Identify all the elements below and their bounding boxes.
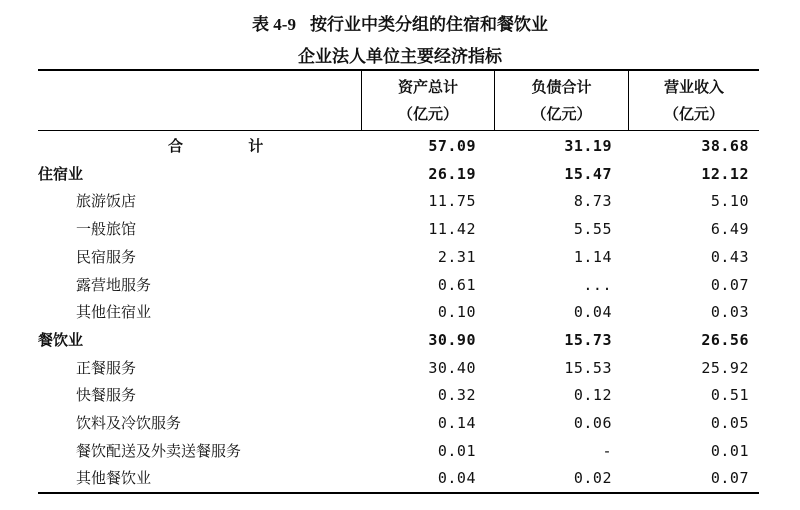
row-label: 露营地服务 bbox=[76, 276, 152, 294]
value-assets: 0.01 bbox=[437, 442, 476, 460]
table-row bbox=[38, 244, 759, 272]
value-assets: 30.40 bbox=[428, 359, 476, 377]
bottom-rule bbox=[38, 492, 759, 494]
row-label: 民宿服务 bbox=[76, 248, 137, 266]
table-row bbox=[38, 465, 759, 493]
row-label: 餐饮业 bbox=[38, 331, 84, 349]
table-row bbox=[38, 299, 759, 327]
value-revenue: 0.05 bbox=[710, 414, 749, 432]
value-revenue: 0.03 bbox=[710, 303, 749, 321]
header-revenue-name: 营业收入 bbox=[663, 78, 724, 96]
header-assets-unit: （亿元） bbox=[397, 105, 458, 123]
header-rule bbox=[38, 130, 759, 131]
header-assets-name: 资产总计 bbox=[397, 78, 458, 96]
value-liabilities: 8.73 bbox=[573, 192, 612, 210]
table-row bbox=[38, 188, 759, 216]
row-label: 饮料及冷饮服务 bbox=[76, 414, 182, 432]
value-liabilities: 31.19 bbox=[564, 137, 612, 155]
header-liabilities bbox=[495, 71, 628, 130]
value-liabilities: 5.55 bbox=[573, 220, 612, 238]
value-assets: 26.19 bbox=[428, 165, 476, 183]
row-label: 正餐服务 bbox=[76, 359, 137, 377]
value-revenue: 0.51 bbox=[710, 386, 749, 404]
header-liabilities-unit: （亿元） bbox=[531, 105, 592, 123]
value-liabilities: 0.02 bbox=[573, 469, 612, 487]
value-assets: 0.61 bbox=[437, 276, 476, 294]
value-assets: 11.42 bbox=[428, 220, 476, 238]
table-row bbox=[38, 438, 759, 466]
value-assets: 2.31 bbox=[437, 248, 476, 266]
value-assets: 57.09 bbox=[428, 137, 476, 155]
value-revenue: 0.07 bbox=[710, 276, 749, 294]
row-label: 住宿业 bbox=[38, 165, 84, 183]
table-title-line1: 按行业中类分组的住宿和餐饮业 bbox=[309, 15, 548, 35]
value-revenue: 25.92 bbox=[701, 359, 749, 377]
header-revenue-unit: （亿元） bbox=[663, 105, 724, 123]
table-title bbox=[0, 10, 800, 35]
value-revenue: 0.01 bbox=[710, 442, 749, 460]
value-revenue: 0.07 bbox=[710, 469, 749, 487]
row-label: 旅游饭店 bbox=[76, 192, 137, 210]
value-revenue: 38.68 bbox=[701, 137, 749, 155]
value-assets: 0.32 bbox=[437, 386, 476, 404]
table-row bbox=[38, 382, 759, 410]
row-label: 快餐服务 bbox=[76, 386, 137, 404]
value-revenue: 6.49 bbox=[710, 220, 749, 238]
value-liabilities: 0.06 bbox=[573, 414, 612, 432]
table-row-accommodation bbox=[38, 161, 759, 189]
table-row bbox=[38, 272, 759, 300]
value-assets: 11.75 bbox=[428, 192, 476, 210]
row-label: 其他餐饮业 bbox=[76, 469, 152, 487]
value-revenue: 0.43 bbox=[710, 248, 749, 266]
row-label: 合 计 bbox=[168, 137, 294, 155]
value-liabilities: 15.73 bbox=[564, 331, 612, 349]
value-assets: 30.90 bbox=[428, 331, 476, 349]
table-row bbox=[38, 410, 759, 438]
value-revenue: 12.12 bbox=[701, 165, 749, 183]
table-number: 表 4-9 bbox=[252, 15, 296, 34]
value-liabilities: - bbox=[602, 442, 612, 460]
value-liabilities: 15.53 bbox=[564, 359, 612, 377]
value-liabilities: 1.14 bbox=[573, 248, 612, 266]
value-revenue: 26.56 bbox=[701, 331, 749, 349]
value-assets: 0.04 bbox=[437, 469, 476, 487]
header-assets bbox=[362, 71, 494, 130]
table-row-catering bbox=[38, 327, 759, 355]
value-liabilities: 15.47 bbox=[564, 165, 612, 183]
table-row bbox=[38, 216, 759, 244]
value-assets: 0.10 bbox=[437, 303, 476, 321]
table-row-total bbox=[38, 133, 759, 161]
value-liabilities: 0.12 bbox=[573, 386, 612, 404]
value-assets: 0.14 bbox=[437, 414, 476, 432]
header-revenue bbox=[629, 71, 759, 130]
table-row bbox=[38, 355, 759, 383]
value-liabilities: 0.04 bbox=[573, 303, 612, 321]
value-revenue: 5.10 bbox=[710, 192, 749, 210]
row-label: 其他住宿业 bbox=[76, 303, 152, 321]
row-label: 餐饮配送及外卖送餐服务 bbox=[76, 442, 242, 460]
value-liabilities: ... bbox=[583, 276, 612, 294]
header-liabilities-name: 负债合计 bbox=[531, 78, 592, 96]
row-label: 一般旅馆 bbox=[76, 220, 137, 238]
table-subtitle: 企业法人单位主要经济指标 bbox=[298, 47, 502, 67]
